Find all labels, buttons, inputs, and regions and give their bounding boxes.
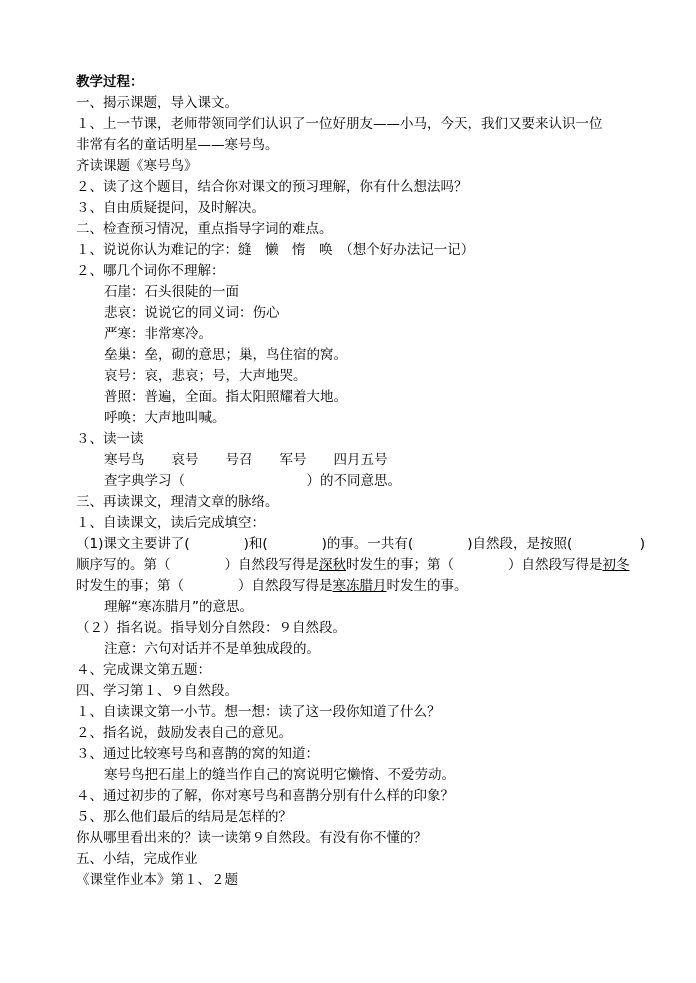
text-line: 查字典学习（ ）的不同意思。 (104, 473, 401, 489)
text-line: ２、读了这个题目，结合你对课文的预习理解，你有什么想法吗？ (76, 179, 468, 195)
text-line: １、上一节课，老师带领同学们认识了一位好朋友——小马，今天，我们又要来认识一位 (76, 116, 603, 132)
heading-2: 二、检查预习情况，重点指导字词的难点。 (76, 221, 333, 237)
vocab-item: 普照：普遍，全面。指太阳照耀着大地。 (104, 389, 347, 405)
vocab-item: 呼唤：大声地叫喊。 (104, 410, 226, 426)
text-line: 理解“寒冻腊月”的意思。 (104, 599, 253, 615)
fill-blank-text: 时发生的事；第（ ）自然段写得是 (346, 557, 603, 573)
text-line: 注意：六句对话并不是单独成段的。 (104, 641, 320, 657)
fill-blank-line (76, 576, 636, 597)
underlined-term: 初冬 (602, 557, 630, 573)
fill-blank-line: （1)课文主要讲了( )和( )的事。一共有( )自然段，是按照( ) (76, 536, 645, 552)
heading-5: 五、小结，完成作业 (76, 851, 198, 867)
text-line: ４、通过初步的了解，你对寒号鸟和喜鹊分别有什么样的印象？ (76, 788, 454, 804)
vocab-item: 垒巢：垒，砌的意思；巢，鸟住宿的窝。 (104, 347, 347, 363)
text-line: ３、读一读 (76, 431, 144, 447)
text-line: ５、那么他们最后的结局是怎样的？ (76, 809, 292, 825)
text-line: １、说说你认为难记的字：缝 懒 惰 唤 （想个好办法记一记） (76, 242, 475, 258)
fill-blank-text: 顺序写的。第（ ）自然段写得是 (76, 557, 319, 573)
text-line: ２、指名说，鼓励发表自己的意见。 (76, 725, 292, 741)
fill-blank-text: 时发生的事；第（ ）自然段写得是 (76, 578, 333, 594)
fill-blank-text: 时发生的事。 (386, 578, 468, 594)
text-line: ３、自由质疑提问，及时解决。 (76, 200, 265, 216)
text-line: 你从哪里看出来的？读一读第９自然段。有没有你不懂的？ (76, 830, 427, 846)
vocab-item: 哀号：哀，悲哀；号，大声地哭。 (104, 368, 307, 384)
text-line: 齐读课题《寒号鸟》 (76, 158, 198, 174)
text-line: ３、通过比较寒号鸟和喜鹊的窝的知道： (76, 746, 319, 762)
section-title: 教学过程： (76, 74, 144, 90)
heading-3: 三、再读课文，理清文章的脉络。 (76, 494, 279, 510)
heading-1: 一、揭示课题，导入课文。 (76, 95, 238, 111)
text-line: 《课堂作业本》第１、２题 (76, 872, 238, 888)
text-line: １、自读课文第一小节。想一想：读了这一段你知道了什么？ (76, 704, 441, 720)
text-line: ２、哪几个词你不理解： (76, 263, 225, 279)
text-line: １、自读课文，读后完成填空： (76, 515, 265, 531)
word-list: 寒号鸟 哀号 号召 军号 四月五号 (104, 452, 388, 468)
vocab-item: 石崖：石头很陡的一面 (104, 284, 239, 300)
text-line: 寒号鸟把石崖上的缝当作自己的窝说明它懒惰、不爱劳动。 (104, 767, 455, 783)
underlined-term: 深秋 (319, 557, 346, 573)
text-line: 非常有名的童话明星——寒号鸟。 (76, 137, 279, 153)
vocab-item: 悲哀：说说它的同义词：伤心 (104, 305, 280, 321)
lesson-plan-document (76, 72, 645, 891)
text-line: ４、完成课文第五题： (76, 662, 211, 678)
vocab-item: 严寒：非常寒冷。 (104, 326, 212, 342)
underlined-term: 寒冻腊月 (332, 578, 387, 594)
fill-blank-line (76, 555, 636, 576)
text-line: （２）指名说。指导划分自然段：９自然段。 (76, 620, 346, 636)
heading-4: 四、学习第１、９自然段。 (76, 683, 238, 699)
